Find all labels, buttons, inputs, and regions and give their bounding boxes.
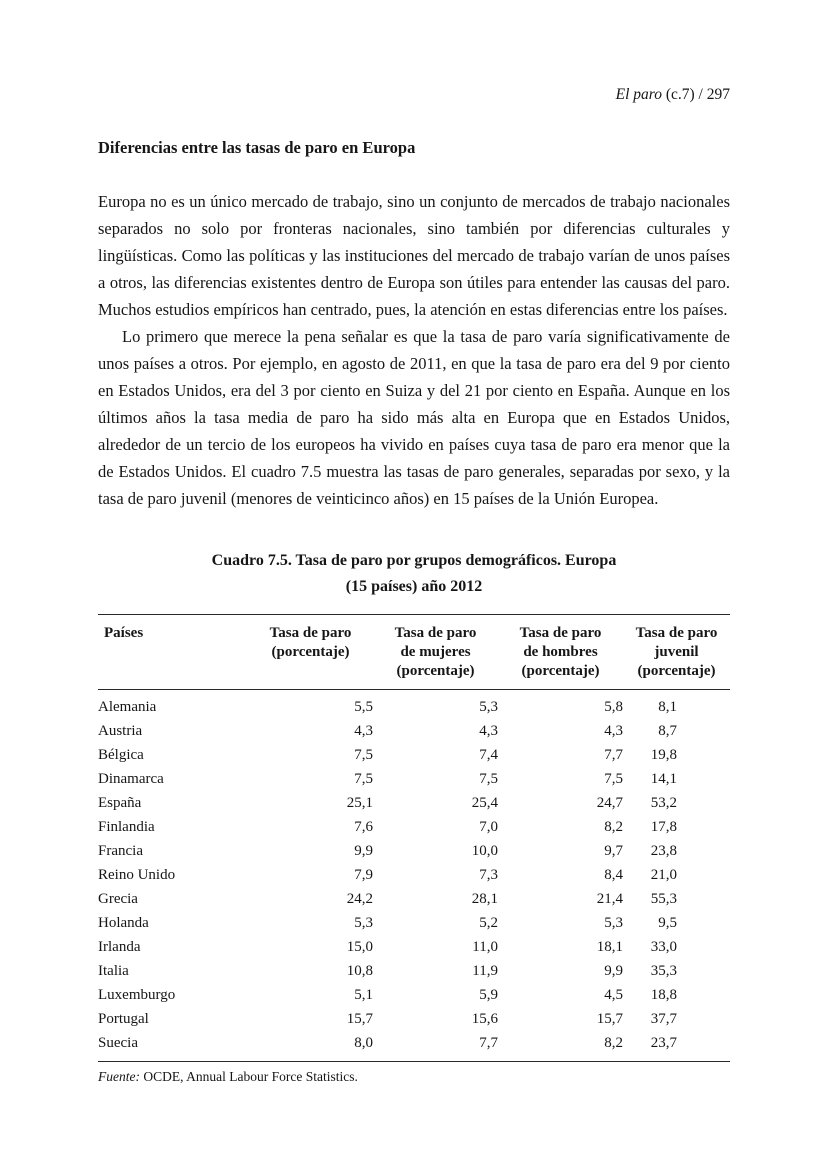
country-cell: Holanda — [98, 915, 149, 931]
value-cell: 9,9 — [604, 963, 623, 979]
table-row — [98, 792, 730, 816]
value-cell: 8,7 — [658, 723, 677, 739]
value-cell: 9,9 — [354, 843, 373, 859]
country-cell: Finlandia — [98, 819, 155, 835]
value-cell: 9,5 — [658, 915, 677, 931]
table-row — [98, 864, 730, 888]
value-cell: 10,0 — [471, 843, 498, 859]
table-row — [98, 936, 730, 960]
country-cell: Portugal — [98, 1011, 149, 1027]
value-cell: 23,8 — [650, 843, 677, 859]
country-cell: Dinamarca — [98, 771, 164, 787]
table-row — [98, 690, 730, 720]
source-text: OCDE, Annual Labour Force Statistics. — [139, 1069, 358, 1084]
value-cell: 15,6 — [471, 1011, 498, 1027]
country-cell: Francia — [98, 843, 143, 859]
table-header-row — [98, 615, 730, 690]
value-cell: 28,1 — [471, 891, 498, 907]
value-cell: 21,0 — [650, 867, 677, 883]
column-header-tasa-juvenil: Tasa de paro juvenil (porcentaje) — [623, 615, 730, 690]
value-cell: 18,1 — [596, 939, 623, 955]
table-row — [98, 720, 730, 744]
country-cell: Italia — [98, 963, 129, 979]
value-cell: 24,7 — [596, 795, 623, 811]
value-cell: 4,3 — [479, 723, 498, 739]
column-header-tasa-paro: Tasa de paro (porcentaje) — [248, 615, 373, 690]
value-cell: 7,3 — [479, 867, 498, 883]
column-header-paises: Países — [98, 615, 248, 690]
value-cell: 18,8 — [650, 987, 677, 1003]
value-cell: 8,2 — [604, 1035, 623, 1051]
source-note — [98, 1069, 730, 1085]
value-cell: 9,7 — [604, 843, 623, 859]
value-cell: 5,8 — [604, 699, 623, 715]
value-cell: 15,0 — [346, 939, 373, 955]
value-cell: 33,0 — [650, 939, 677, 955]
table-row — [98, 960, 730, 984]
running-head — [98, 86, 730, 104]
value-cell: 19,8 — [650, 747, 677, 763]
table-row — [98, 816, 730, 840]
country-cell: Bélgica — [98, 747, 144, 763]
paragraph-1: Europa no es un único mercado de trabajo, sino un conjunto de mercados de trabajo nacionales separados no solo por fronteras nacionales, sino también por diferencias culturales y lingüísticas. Como las políticas y las instituciones del mercado de trabajo varían de unos países a otros, las diferencias existentes dentro de Europa son útiles para entender las causas del paro. Muchos estudios empíricos han centrado, pues, la atención en estas diferencias entre los países. — [98, 192, 730, 319]
table-row — [98, 768, 730, 792]
value-cell: 25,1 — [346, 795, 373, 811]
value-cell: 5,3 — [604, 915, 623, 931]
value-cell: 7,7 — [604, 747, 623, 763]
value-cell: 7,5 — [604, 771, 623, 787]
value-cell: 8,0 — [354, 1035, 373, 1051]
source-label: Fuente: — [98, 1069, 140, 1084]
value-cell: 21,4 — [596, 891, 623, 907]
country-cell: España — [98, 795, 142, 811]
value-cell: 23,7 — [650, 1035, 677, 1051]
value-cell: 11,0 — [472, 939, 498, 955]
country-cell: Grecia — [98, 891, 138, 907]
value-cell: 5,9 — [479, 987, 498, 1003]
table-caption-line-1: Cuadro 7.5. Tasa de paro por grupos demográficos. Europa — [211, 552, 617, 569]
running-head-page-number: (c.7) / 297 — [661, 86, 730, 103]
section-heading: Diferencias entre las tasas de paro en Europa — [98, 138, 416, 157]
value-cell: 5,3 — [354, 915, 373, 931]
value-cell: 53,2 — [650, 795, 677, 811]
country-cell: Austria — [98, 723, 143, 739]
value-cell: 7,5 — [354, 747, 373, 763]
value-cell: 5,2 — [479, 915, 498, 931]
country-cell: Irlanda — [98, 939, 141, 955]
value-cell: 17,8 — [650, 819, 677, 835]
table-row — [98, 840, 730, 864]
value-cell: 7,4 — [479, 747, 498, 763]
value-cell: 55,3 — [650, 891, 677, 907]
value-cell: 7,0 — [479, 819, 498, 835]
value-cell: 5,3 — [479, 699, 498, 715]
value-cell: 15,7 — [346, 1011, 373, 1027]
paragraph-2: Lo primero que merece la pena señalar es que la tasa de paro varía significativamente de unos países a otros. Por ejemplo, en agosto de 2011, en que la tasa de paro era del 9 por ciento en Estados Unidos, era del 3 por ciento en Suiza y del 21 por ciento en España. Aunque en los últimos años la tasa media de paro ha sido más alta en Europa que en Estados Unidos, alrededor de un tercio de los europeos ha vivido en países cuya tasa de paro era menor que la de Estados Unidos. El cuadro 7.5 muestra las tasas de paro generales, separadas por sexo, y la tasa de paro juvenil (menores de veinticinco años) en 15 países de la Unión Europea. — [98, 327, 730, 508]
table-row — [98, 1008, 730, 1032]
column-header-tasa-mujeres: Tasa de paro de mujeres (porcentaje) — [373, 615, 498, 690]
table-row — [98, 984, 730, 1008]
value-cell: 4,5 — [604, 987, 623, 1003]
value-cell: 10,8 — [346, 963, 373, 979]
table-row — [98, 1032, 730, 1062]
table-row — [98, 888, 730, 912]
value-cell: 7,5 — [354, 771, 373, 787]
unemployment-table — [98, 614, 730, 1062]
table-row — [98, 912, 730, 936]
value-cell: 7,7 — [479, 1035, 498, 1051]
country-cell: Luxemburgo — [98, 987, 176, 1003]
value-cell: 4,3 — [354, 723, 373, 739]
table-caption — [98, 548, 730, 600]
country-cell: Alemania — [98, 699, 157, 715]
table-caption-line-2: (15 países) año 2012 — [345, 578, 483, 595]
value-cell: 5,1 — [354, 987, 373, 1003]
value-cell: 7,9 — [354, 867, 373, 883]
value-cell: 14,1 — [650, 771, 677, 787]
value-cell: 11,9 — [472, 963, 498, 979]
value-cell: 8,4 — [604, 867, 623, 883]
table-row — [98, 744, 730, 768]
value-cell: 4,3 — [604, 723, 623, 739]
value-cell: 8,2 — [604, 819, 623, 835]
country-cell: Reino Unido — [98, 867, 176, 883]
value-cell: 15,7 — [596, 1011, 623, 1027]
value-cell: 25,4 — [471, 795, 498, 811]
value-cell: 24,2 — [346, 891, 373, 907]
value-cell: 8,1 — [658, 699, 677, 715]
country-cell: Suecia — [98, 1035, 138, 1051]
value-cell: 7,6 — [354, 819, 373, 835]
value-cell: 35,3 — [650, 963, 677, 979]
value-cell: 5,5 — [354, 699, 373, 715]
running-head-title: El paro — [615, 86, 662, 103]
value-cell: 7,5 — [479, 771, 498, 787]
value-cell: 37,7 — [650, 1011, 677, 1027]
column-header-tasa-hombres: Tasa de paro de hombres (porcentaje) — [498, 615, 623, 690]
